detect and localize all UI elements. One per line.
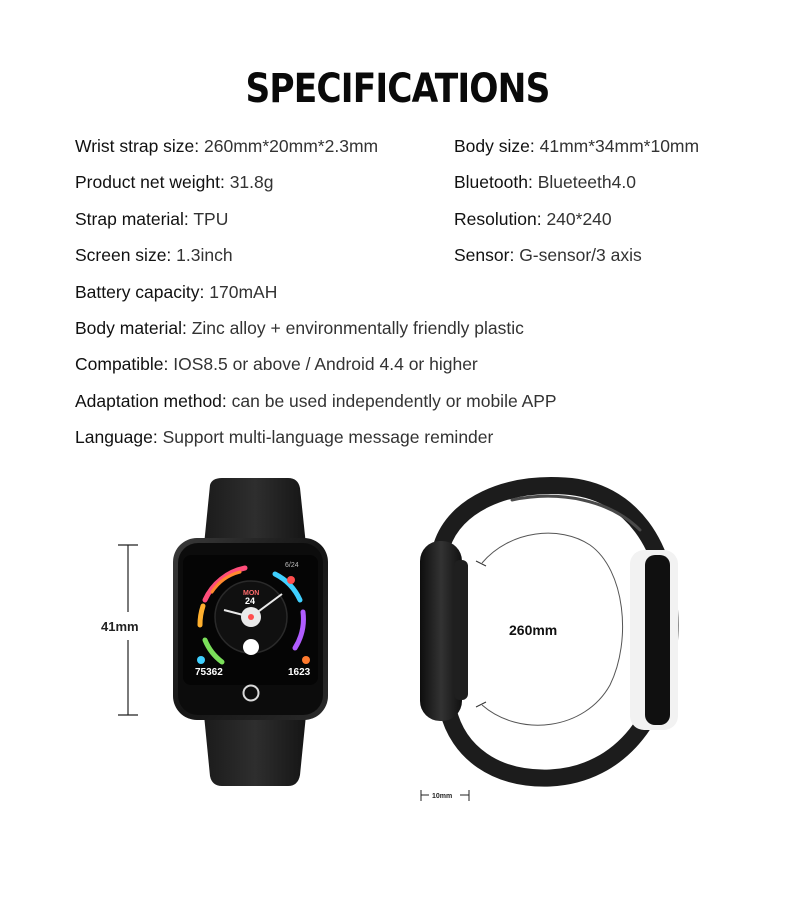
- thickness-dimension: [421, 790, 469, 801]
- spec-value: 1.3inch: [176, 245, 233, 265]
- spec-label: Product net weight:: [75, 172, 225, 192]
- screen-steps: 75362: [195, 667, 223, 678]
- screen-day: MON: [243, 590, 260, 597]
- spec-value: Zinc alloy + environmentally friendly plastic: [191, 318, 524, 338]
- footsteps-icon: [197, 656, 205, 664]
- spec-label: Adaptation method:: [75, 391, 227, 411]
- watch-side-view: [420, 486, 678, 779]
- spec-label: Battery capacity:: [75, 282, 205, 302]
- screen-date: 24: [245, 596, 256, 606]
- spec-value: 240*240: [546, 209, 612, 229]
- flame-icon: [302, 656, 310, 664]
- spec-label: Body material:: [75, 318, 187, 338]
- spec-label: Wrist strap size:: [75, 136, 200, 156]
- thickness-label: 10mm: [432, 793, 453, 800]
- screen-status: 6/24: [285, 562, 299, 569]
- spec-value: can be used independently or mobile APP: [231, 391, 557, 411]
- page-title: SPECIFICATIONS: [245, 66, 550, 112]
- bottom-strap: [204, 715, 306, 786]
- top-strap: [204, 478, 306, 545]
- spec-value: 260mm*20mm*2.3mm: [204, 136, 379, 156]
- watch-front-view: [173, 478, 328, 786]
- spec-value: 170mAH: [209, 282, 278, 302]
- spec-value: 31.8g: [229, 172, 274, 192]
- spec-label: Compatible:: [75, 354, 169, 374]
- spec-value: Blueteeth4.0: [537, 172, 636, 192]
- screen-calories: 1623: [288, 667, 311, 678]
- spec-value: Support multi-language message reminder: [162, 427, 494, 447]
- spec-label: Sensor:: [454, 245, 515, 265]
- spec-value: IOS8.5 or above / Android 4.4 or higher: [173, 354, 478, 374]
- spec-label: Bluetooth:: [454, 172, 533, 192]
- spec-label: Strap material:: [75, 209, 189, 229]
- spec-label: Screen size:: [75, 245, 172, 265]
- height-label: 41mm: [101, 619, 139, 634]
- spec-value: TPU: [193, 209, 229, 229]
- strap-length-label: 260mm: [509, 622, 558, 638]
- spec-label: Resolution:: [454, 209, 542, 229]
- height-dimension: [101, 545, 139, 715]
- spec-value: 41mm*34mm*10mm: [539, 136, 700, 156]
- heart-icon: [287, 576, 295, 584]
- spec-label: Language:: [75, 427, 158, 447]
- spec-label: Body size:: [454, 136, 535, 156]
- spec-value: G-sensor/3 axis: [519, 245, 642, 265]
